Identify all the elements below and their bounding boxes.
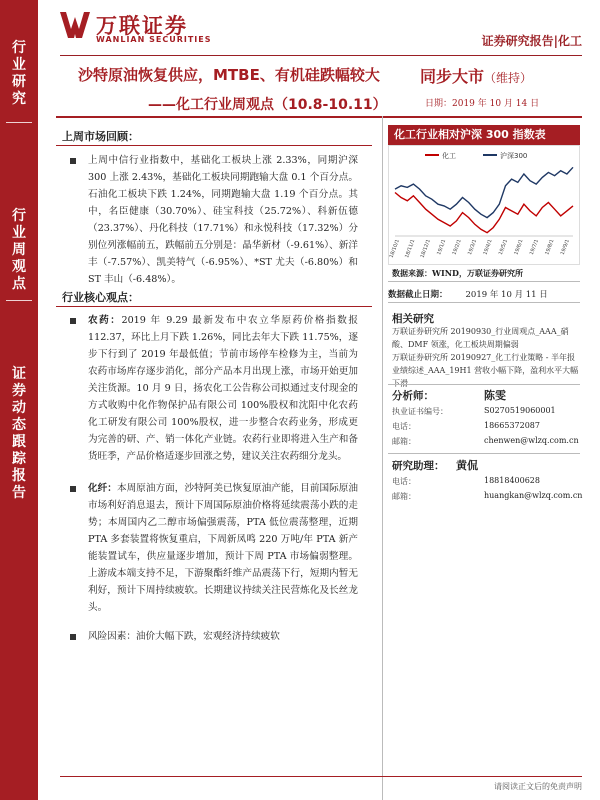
related-heading: 相关研究 — [392, 313, 434, 325]
chart-frame — [388, 145, 580, 265]
analyst-phone: 18665372087 — [484, 421, 540, 430]
footer-rule — [60, 776, 582, 777]
assistant-phone: 18818400628 — [484, 476, 540, 485]
analyst-rule — [388, 384, 580, 385]
analyst-cert-label: 执业证书编号： — [392, 407, 448, 416]
x-tick-label: 19/8/1 — [544, 238, 556, 256]
side-label-industry-research: 行 业 研 究 — [12, 40, 26, 107]
report-date: 日期：2019 年 10 月 14 日 — [425, 99, 540, 109]
header-rule — [60, 55, 582, 56]
assistant-email[interactable]: huangkan@wlzq.com.cn — [484, 491, 583, 500]
legend-label-0: 化工 — [442, 152, 456, 160]
report-title: 沙特原油恢复供应，MTBE、有机硅跌幅较大 — [78, 66, 380, 84]
bullet-icon — [70, 318, 76, 324]
rating-label: 同步大市 — [420, 67, 485, 86]
analyst-label: 分析师： — [392, 390, 434, 402]
title-rule — [56, 116, 582, 118]
related-item[interactable]: 万联证券研究所 20190930_行业周观点_AAA_硝酸、DMF 领涨，化工板块周期偏弱 — [392, 327, 569, 349]
company-logo-icon — [60, 12, 90, 38]
bullet-icon — [70, 486, 76, 492]
disclaimer-note: 请阅读正文后的免责声明 — [494, 782, 582, 791]
section-heading-review: 上周市场回顾： — [62, 130, 139, 143]
related-item[interactable]: 万联证券研究所 20190927_化工行业策略 - 半年报业绩综述_AAA_19H1 营收小幅下降，盈利水平大幅 — [392, 353, 579, 375]
company-name-en: WANLIAN SECURITIES — [96, 35, 212, 44]
chart-rule — [388, 302, 580, 303]
side-separator — [6, 122, 32, 123]
fiber-text: 本周原油方面，沙特阿美已恢复原油产能，目前国际原油市场利好消息退去，预计下周国际原油价格将延续震荡小跌的走势；本周国内乙二醇市场偏强震荡，PTA 低位震荡整理，近期 PTA 多套装置将恢复重启，下周新凤鸣 220 万吨/年 PTA 新产能装置试车，供应量逐步增加，预计下周 PTA 市场偏弱整理。上游成本端支持不足，下游聚酯纤维产品震荡下行，短期内暂无利好，预计下周持续疲软。长期建议持续关注民营炼化及长丝龙头。 — [88, 483, 359, 613]
section-heading-core: 行业核心观点： — [62, 291, 139, 304]
x-tick-label: 18/12/1 — [419, 238, 432, 259]
assistant-label: 研究助理： — [392, 460, 445, 472]
risk-paragraph: 风险因素：油价大幅下跌，宏观经济持续疲软 — [88, 631, 280, 642]
side-label-weekly-view: 行 业 周 观 点 — [12, 208, 26, 292]
company-name: 万联证券 — [96, 14, 188, 38]
analyst-email-label: 邮箱： — [392, 437, 416, 446]
x-tick-label: 18/10/1 — [389, 238, 401, 259]
assistant-rule — [388, 453, 580, 454]
relative-index-chart — [389, 146, 579, 264]
x-tick-label: 19/3/1 — [467, 238, 479, 256]
assistant-name: 黄侃 — [456, 459, 478, 472]
chart-date-label: 数据截止日期： — [388, 290, 448, 300]
series-line-0 — [395, 193, 573, 233]
analyst-name: 陈雯 — [484, 389, 506, 402]
review-paragraph: 上周中信行业指数中，基础化工板块上涨 2.33%，同期沪深 300 上涨 2.43%，基础化工板块同期跑输大盘 0.1 个百分点。石油化工板块下跌 1.24%，同期跑输大盘 1.19 个百分点。其中，名臣健康（30.70%）、硅宝科技（25.72%）、科新伍德（23.37%）、丹化科技（17.71%）和永悦科技（17.32%）分别位列涨幅前五，跌幅前五分别是：晶华新材（-9.61%）、新洋丰（-7.57%）、凯美特气（-6.95%）、*ST 尤夫（-6.80%）和 ST 丰山（-6.48%）。 — [88, 155, 358, 285]
report-type: 证券研究报告|化工 — [481, 34, 582, 48]
chart-date-value: 2019 年 10 月 11 日 — [465, 290, 548, 300]
bullet-icon — [70, 634, 76, 640]
chart-date — [388, 288, 548, 300]
legend-label-1: 沪深300 — [500, 152, 528, 160]
x-tick-label: 19/9/1 — [559, 238, 571, 256]
pesticide-text: 2019 年 9.29 最新发布中农立华原药价格指数报 112.37，环比上月下跌 1.26%，同比去年大下跌 11.75%，逐步下行到了 2019 年最低值；节前市场停车检修为主，当前为农药市场库存逐步消化，部分产品本月出现上涨，市场开始更加关注货源。10 月 9 日，扬农化工公告称公司拟通过支付现金的方式收购中化作物保护品有限公司 100%股权和沈阳中化农药化工研发有限公司 100%股权，进一步整合农药业务，形成更为完善的研、产、销一体化产业链。农药行业即将进入生产和备货旺季，产品价格适逐步回涨之势，建议关注农药细分龙头。 — [88, 315, 358, 462]
x-tick-label: 19/7/1 — [528, 238, 540, 256]
x-tick-label: 19/4/1 — [482, 238, 494, 256]
assistant-phone-label: 电话： — [392, 477, 416, 486]
fiber-paragraph — [88, 480, 358, 616]
x-tick-label: 19/5/1 — [497, 238, 510, 256]
chart-title: 化工行业相对沪深 300 指数表 — [388, 125, 580, 145]
section-rule — [56, 145, 372, 146]
x-tick-label: 19/1/1 — [436, 238, 448, 256]
report-subtitle: ——化工行业周观点（10.8-10.11） — [148, 97, 387, 113]
rating-badge — [420, 64, 532, 87]
rating-sub: （维持） — [484, 71, 533, 85]
side-separator — [6, 300, 32, 301]
chart-source: 数据来源：WIND，万联证券研究所 — [392, 268, 523, 278]
x-tick-label: 19/2/1 — [451, 238, 463, 256]
series-line-1 — [395, 167, 573, 217]
x-tick-label: 18/11/1 — [404, 238, 417, 259]
pesticide-paragraph — [88, 312, 358, 465]
analyst-phone-label: 电话： — [392, 422, 416, 431]
x-tick-label: 19/6/1 — [513, 238, 525, 256]
pesticide-label: 农药： — [88, 315, 122, 326]
bullet-icon — [70, 158, 76, 164]
section-rule — [56, 306, 372, 307]
chart-rule — [388, 281, 580, 282]
column-divider — [382, 116, 383, 800]
assistant-email-label: 邮箱： — [392, 492, 416, 501]
analyst-email[interactable]: chenwen@wlzq.com.cn — [484, 436, 579, 445]
side-label-report-kind: 证 券 动 态 跟 踪 报 告 — [12, 366, 26, 501]
fiber-label: 化纤： — [88, 483, 117, 494]
analyst-cert: S0270519060001 — [484, 406, 556, 415]
